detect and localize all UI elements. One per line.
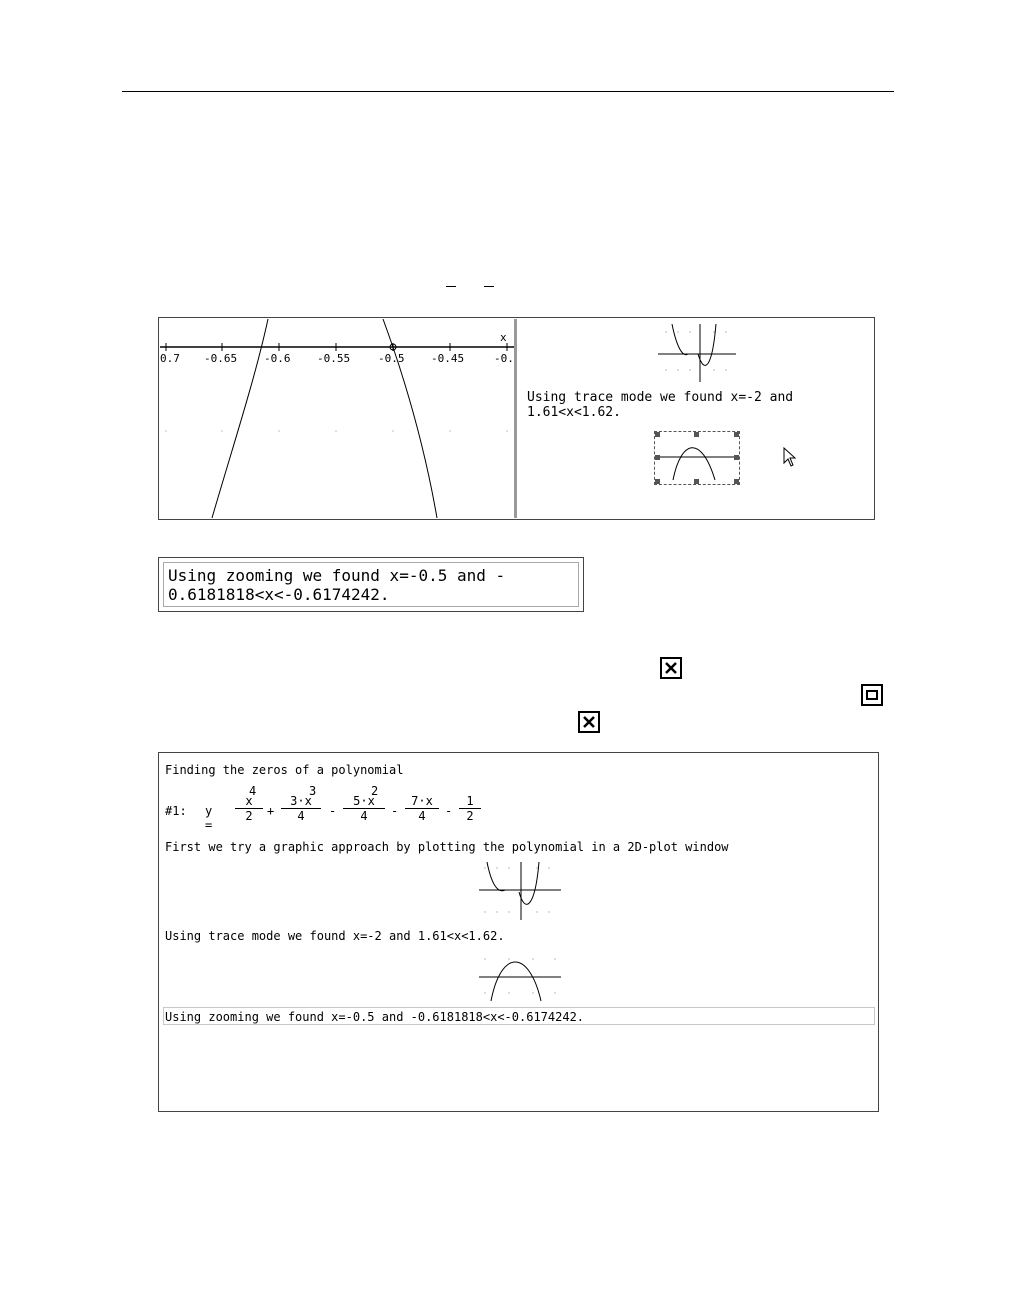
numerator: x [235, 794, 263, 809]
tick-label: -0.55 [317, 352, 351, 365]
expression-lhs: y = [205, 804, 213, 832]
plot-thumbnail-window-1[interactable] [479, 862, 561, 920]
numerator: 5·x [343, 794, 385, 809]
tick-label: -0.5 [378, 352, 405, 365]
fraction-term [235, 794, 263, 823]
header-rule [122, 91, 894, 92]
algebra-pane[interactable] [521, 319, 873, 518]
tick-label: -0.6 [264, 352, 291, 365]
exponent: 2 [371, 784, 379, 798]
denominator: 4 [297, 809, 305, 823]
plot-thumbnail-1[interactable] [658, 324, 736, 382]
exponent: 3 [309, 784, 317, 798]
window-title-line: Finding the zeros of a polynomial [165, 763, 404, 777]
mouse-pointer-icon [783, 447, 797, 467]
operator: - [329, 804, 337, 818]
axis-label-x: x [500, 331, 507, 344]
tick-label: -0. [494, 352, 514, 365]
numerator: 7·x [405, 794, 439, 809]
dual-pane-window [158, 317, 875, 520]
zooming-line: Using zooming we found x=-0.5 and -0.6181818<x<-0.6174242. [165, 1010, 585, 1024]
curve-left-branch [212, 319, 268, 518]
algebra-line: 1.61<x<1.62. [527, 405, 621, 420]
algebra-line: Using trace mode we found x=-2 and [527, 390, 794, 405]
plot-thumbnail-window-2[interactable] [479, 953, 561, 1001]
inline-fraction-marks [446, 276, 522, 290]
close-icon[interactable] [660, 657, 682, 679]
plot-thumbnail-2-selected[interactable] [654, 431, 740, 485]
fraction-term [459, 794, 481, 823]
denominator: 2 [245, 809, 253, 823]
restore-icon[interactable] [861, 684, 883, 706]
tick-label: 0.7 [160, 352, 180, 365]
algebra-window[interactable] [158, 752, 879, 1112]
numerator: 1 [459, 794, 481, 809]
expression-label: #1: [165, 804, 187, 818]
zoom-result-box [158, 557, 584, 612]
algebra-pane-text [527, 390, 793, 420]
fraction-term [343, 794, 385, 823]
numerator: 3·x [281, 794, 321, 809]
plot-2d-pane[interactable] [160, 319, 517, 518]
zoom-line: 0.6181818<x<-0.6174242. [168, 585, 390, 604]
graphic-approach-line: First we try a graphic approach by plotting the polynomial in a 2D-plot window [165, 840, 729, 854]
tick-label: -0.65 [204, 352, 238, 365]
plot-2d-svg [160, 319, 514, 518]
close-icon[interactable] [578, 711, 600, 733]
operator: + [267, 804, 275, 818]
denominator: 2 [466, 809, 474, 823]
tick-label: -0.45 [431, 352, 465, 365]
denominator: 4 [360, 809, 368, 823]
exponent: 4 [249, 784, 257, 798]
fraction-term [405, 794, 439, 823]
fraction-term [281, 794, 321, 823]
zoom-line: Using zooming we found x=-0.5 and - [168, 566, 506, 585]
grid-dots [165, 430, 508, 432]
operator: - [445, 804, 453, 818]
trace-mode-line: Using trace mode we found x=-2 and 1.61<x<1.62. [165, 929, 505, 943]
denominator: 4 [418, 809, 426, 823]
operator: - [391, 804, 399, 818]
zoom-result-text [163, 562, 579, 607]
